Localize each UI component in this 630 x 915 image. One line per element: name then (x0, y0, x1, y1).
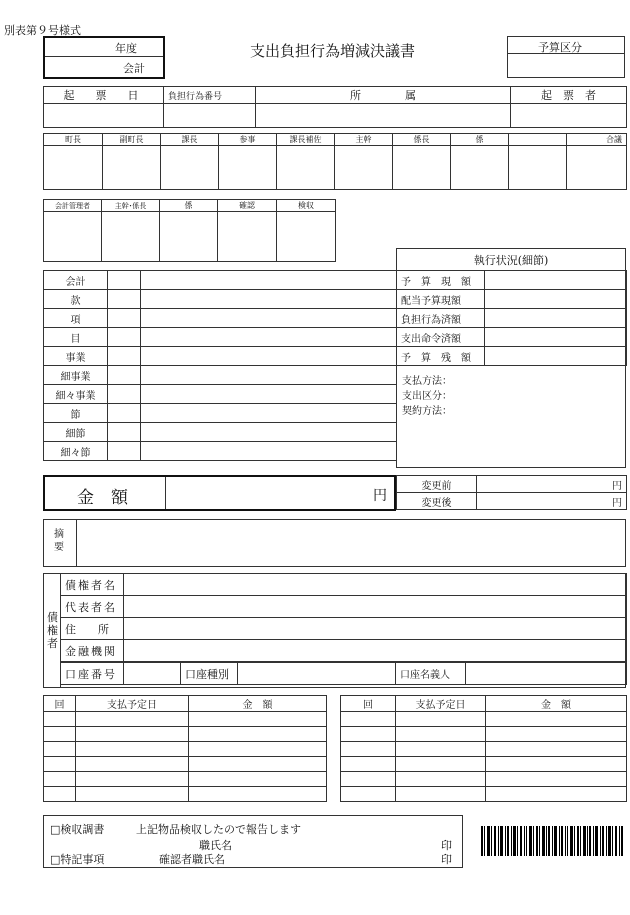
schedule-cell[interactable] (189, 787, 327, 802)
budget-code-cell[interactable] (108, 271, 141, 290)
creditor-value-cell[interactable] (124, 640, 627, 662)
job-name-label: 職氏名 (199, 839, 232, 852)
account-table (60, 662, 627, 685)
schedule-cell[interactable] (44, 742, 76, 757)
budget-item-label: 細々節 (44, 442, 108, 461)
seal-cell[interactable] (509, 146, 567, 190)
schedule-cell[interactable] (396, 757, 486, 772)
schedule-cell[interactable] (486, 787, 627, 802)
contract-method-label: 契約方法： (402, 406, 452, 417)
seal-cell[interactable] (219, 146, 277, 190)
budget-code-cell[interactable] (108, 423, 141, 442)
budget-value-cell[interactable] (141, 404, 397, 423)
schedule-cell[interactable] (341, 727, 396, 742)
budget-item-label: 節 (44, 404, 108, 423)
schedule-cell[interactable] (486, 742, 627, 757)
approver-header-chief-officer-2: 主幹･係長 (102, 200, 160, 212)
origin-drafter-label: 起 票 者 (511, 87, 627, 104)
budget-value-cell[interactable] (141, 442, 397, 461)
schedule-cell[interactable] (396, 787, 486, 802)
creditor-table (60, 573, 627, 662)
origin-department-label: 所 属 (256, 87, 511, 104)
approver-header-staff: 係 (451, 134, 509, 146)
schedule-cell[interactable] (396, 727, 486, 742)
seal-cell[interactable] (218, 212, 277, 262)
budget-value-cell[interactable] (141, 309, 397, 328)
budget-value-cell[interactable] (141, 328, 397, 347)
creditor-row-label: 金融機関 (61, 640, 124, 662)
schedule-cell[interactable] (76, 712, 189, 727)
budget-value-cell[interactable] (141, 347, 397, 366)
budget-code-cell[interactable] (108, 347, 141, 366)
schedule-cell[interactable] (44, 727, 76, 742)
schedule-cell[interactable] (76, 787, 189, 802)
origin-table (43, 86, 627, 128)
budget-category-label: 予算区分 (538, 41, 582, 54)
execution-table (396, 270, 627, 366)
creditor-box (43, 573, 626, 688)
budget-code-cell[interactable] (108, 309, 141, 328)
schedule-cell[interactable] (189, 727, 327, 742)
seal-cell[interactable] (335, 146, 393, 190)
approver-header-accounting-manager: 会計管理者 (44, 200, 102, 212)
execution-header: 執行状況(細節) (473, 254, 549, 267)
schedule-cell[interactable] (189, 742, 327, 757)
execution-value-cell[interactable] (485, 271, 627, 290)
payment-schedule-right (340, 695, 627, 802)
schedule-cell[interactable] (486, 712, 627, 727)
summary-box[interactable] (43, 519, 626, 567)
origin-department-cell[interactable] (256, 104, 511, 128)
amount-before-label: 変更前 (397, 476, 477, 493)
schedule-cell[interactable] (341, 772, 396, 787)
schedule-cell[interactable] (189, 712, 327, 727)
execution-value-cell[interactable] (485, 290, 627, 309)
approver-header-section-chief: 課長 (161, 134, 219, 146)
amount-before-unit[interactable]: 円 (477, 476, 627, 493)
seal-cell[interactable] (102, 212, 160, 262)
seal-cell[interactable] (103, 146, 161, 190)
seal-cell[interactable] (160, 212, 218, 262)
schedule-cell[interactable] (76, 742, 189, 757)
expense-category-label: 支出区分： (402, 391, 452, 402)
execution-value-cell[interactable] (485, 328, 627, 347)
schedule-cell[interactable] (341, 757, 396, 772)
approver-header-chief-officer: 主幹 (335, 134, 393, 146)
approver-header-joint: 合議 (567, 134, 627, 146)
schedule-cell[interactable] (396, 772, 486, 787)
payment-schedule-left (43, 695, 327, 802)
creditor-value-cell[interactable] (124, 596, 627, 618)
schedule-cell[interactable] (486, 727, 627, 742)
amount-unit: 円 (373, 488, 387, 504)
budget-code-cell[interactable] (108, 442, 141, 461)
budget-value-cell[interactable] (141, 290, 397, 309)
schedule-cell[interactable] (189, 757, 327, 772)
budget-item-label: 款 (44, 290, 108, 309)
budget-code-cell[interactable] (108, 385, 141, 404)
approver-header-inspection: 検収 (277, 200, 336, 212)
schedule-cell[interactable] (44, 712, 76, 727)
seal-2: 印 (441, 853, 452, 866)
budget-code-cell[interactable] (108, 328, 141, 347)
seal-1: 印 (441, 839, 452, 852)
account-type-label: 口座種別 (181, 663, 238, 685)
execution-panel (396, 248, 626, 468)
execution-row-label: 予 算 残 額 (397, 347, 485, 366)
creditor-row-label: 債権者名 (61, 574, 124, 596)
approval-table-2 (43, 199, 336, 262)
schedule-cell[interactable] (189, 772, 327, 787)
execution-value-cell[interactable] (485, 309, 627, 328)
budget-item-label: 細節 (44, 423, 108, 442)
account-label: 会計 (123, 62, 145, 75)
schedule-cell[interactable] (341, 712, 396, 727)
schedule-cell[interactable] (44, 772, 76, 787)
approver-header-assistant-chief: 課長補佐 (277, 134, 335, 146)
payment-method-label: 支払方法： (402, 376, 452, 387)
budget-code-cell[interactable] (108, 290, 141, 309)
footer-box (43, 815, 463, 868)
schedule-header-date: 支払予定日 (76, 696, 189, 712)
origin-number-cell[interactable] (164, 104, 256, 128)
summary-label: 摘要 (54, 529, 64, 553)
amount-change-table (396, 475, 627, 510)
origin-number-label: 負担行為番号 (164, 87, 256, 104)
amount-label: 金 額 (77, 488, 128, 508)
amount-after-unit[interactable]: 円 (477, 493, 627, 510)
approver-header-blank (509, 134, 567, 146)
creditor-row-label: 代表者名 (61, 596, 124, 618)
budget-code-cell[interactable] (108, 366, 141, 385)
schedule-cell[interactable] (341, 787, 396, 802)
schedule-header-amount: 金 額 (189, 696, 327, 712)
approval-table-1 (43, 133, 627, 190)
origin-date-label: 起 票 日 (44, 87, 164, 104)
schedule-cell[interactable] (396, 712, 486, 727)
budget-code-cell[interactable] (108, 404, 141, 423)
budget-value-cell[interactable] (141, 366, 397, 385)
budget-value-cell[interactable] (141, 423, 397, 442)
execution-row-label: 支出命令済額 (397, 328, 485, 347)
form-label: 別表第９号様式 (4, 24, 81, 37)
seal-cell[interactable] (44, 212, 102, 262)
page-title: 支出負担行為増減決議書 (250, 42, 416, 60)
budget-item-label: 会計 (44, 271, 108, 290)
seal-cell[interactable] (161, 146, 219, 190)
origin-date-cell[interactable] (44, 104, 164, 128)
seal-cell[interactable] (44, 146, 103, 190)
confirmer-label: 確認者職氏名 (159, 853, 225, 866)
account-number-label: 口座番号 (61, 663, 124, 685)
barcode-icon (481, 826, 623, 856)
creditor-side-label: 債権者 (47, 611, 58, 650)
schedule-cell[interactable] (44, 787, 76, 802)
account-type-cell[interactable] (238, 663, 396, 685)
account-holder-label: 口座名義人 (396, 663, 466, 685)
schedule-cell[interactable] (44, 757, 76, 772)
schedule-cell[interactable] (341, 742, 396, 757)
origin-drafter-cell[interactable] (511, 104, 627, 128)
schedule-header-amount: 金 額 (486, 696, 627, 712)
approver-header-confirm: 確認 (218, 200, 277, 212)
execution-row-label: 負担行為済額 (397, 309, 485, 328)
seal-cell[interactable] (451, 146, 509, 190)
fiscal-box (43, 36, 165, 79)
budget-item-label: 事業 (44, 347, 108, 366)
schedule-cell[interactable] (486, 772, 627, 787)
amount-box (43, 475, 396, 511)
execution-row-label: 配当予算現額 (397, 290, 485, 309)
schedule-cell[interactable] (396, 742, 486, 757)
approver-header-subsection-chief: 係長 (393, 134, 451, 146)
schedule-header-date: 支払予定日 (396, 696, 486, 712)
report-text: 上記物品検収したので報告します (136, 823, 301, 836)
execution-value-cell[interactable] (485, 347, 627, 366)
schedule-header-round: 回 (341, 696, 396, 712)
special-notes-checkbox[interactable]: □特記事項 (50, 853, 105, 866)
schedule-cell[interactable] (486, 757, 627, 772)
budget-value-cell[interactable] (141, 385, 397, 404)
seal-cell[interactable] (277, 146, 335, 190)
account-number-cell[interactable] (124, 663, 181, 685)
budget-value-cell[interactable] (141, 271, 397, 290)
creditor-value-cell[interactable] (124, 574, 627, 596)
schedule-cell[interactable] (76, 757, 189, 772)
budget-item-label: 項 (44, 309, 108, 328)
seal-cell[interactable] (567, 146, 627, 190)
creditor-row-label: 住 所 (61, 618, 124, 640)
amount-after-label: 変更後 (397, 493, 477, 510)
approver-header-deputy-mayor: 副町長 (103, 134, 161, 146)
budget-item-label: 細事業 (44, 366, 108, 385)
creditor-value-cell[interactable] (124, 618, 627, 640)
schedule-cell[interactable] (76, 727, 189, 742)
approver-header-counselor: 参事 (219, 134, 277, 146)
inspection-checkbox[interactable]: □検収調書 (50, 823, 105, 836)
schedule-cell[interactable] (76, 772, 189, 787)
seal-cell[interactable] (277, 212, 336, 262)
budget-category-box (507, 36, 625, 78)
seal-cell[interactable] (393, 146, 451, 190)
account-holder-cell[interactable] (466, 663, 627, 685)
budget-item-label: 目 (44, 328, 108, 347)
approver-header-staff-2: 係 (160, 200, 218, 212)
schedule-header-round: 回 (44, 696, 76, 712)
year-label: 年度 (115, 42, 137, 55)
approver-header-mayor: 町長 (44, 134, 103, 146)
budget-item-label: 細々事業 (44, 385, 108, 404)
execution-row-label: 予 算 現 額 (397, 271, 485, 290)
budget-items-table (43, 270, 397, 461)
